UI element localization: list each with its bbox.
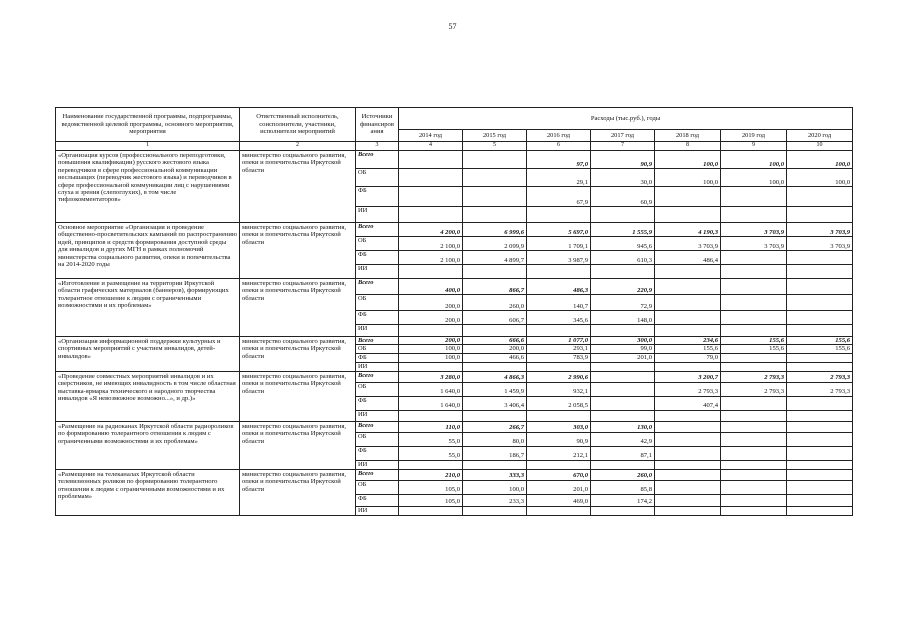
expense-value: 155,6 bbox=[787, 337, 853, 345]
expense-value bbox=[655, 311, 721, 325]
expense-value bbox=[721, 251, 787, 265]
activity-name: «Проведение совместных мероприятий инвалидов и их сверстников, не имеющих инвалидность в том числе областная выставка-ярмарка технического и народного творчества инвалидов «Я невозможное возможно...», и др.)» bbox=[56, 371, 240, 421]
expense-value: 100,0 bbox=[655, 151, 721, 169]
expense-value bbox=[463, 187, 527, 207]
expense-value: 220,9 bbox=[591, 279, 655, 295]
expense-value bbox=[787, 187, 853, 207]
activity-name: «Размещение на телеканалах Иркутской области телевизионных роликов по формированию толерантного отношения к людям с ограниченными возможностями и их проблемам» bbox=[56, 469, 240, 515]
funding-source: ФБ bbox=[356, 494, 399, 506]
expense-value bbox=[591, 362, 655, 371]
expense-value bbox=[591, 207, 655, 223]
expense-value: 6 999,6 bbox=[463, 223, 527, 237]
expense-value: 100,0 bbox=[463, 480, 527, 494]
expense-value: 201,0 bbox=[527, 480, 591, 494]
expense-value bbox=[463, 151, 527, 169]
expense-value: 201,0 bbox=[591, 353, 655, 362]
expense-value bbox=[787, 410, 853, 421]
expense-value bbox=[399, 362, 463, 371]
header-year: 2014 год bbox=[399, 130, 463, 142]
funding-source: ОБ bbox=[356, 345, 399, 353]
table-row bbox=[56, 371, 853, 382]
expense-value: 42,9 bbox=[591, 432, 655, 446]
expense-value: 105,0 bbox=[399, 494, 463, 506]
expense-value bbox=[399, 151, 463, 169]
expense-value: 97,0 bbox=[527, 151, 591, 169]
funding-source: ОБ bbox=[356, 295, 399, 311]
expense-value: 4 200,0 bbox=[399, 223, 463, 237]
expense-value: 1 640,0 bbox=[399, 396, 463, 410]
expense-value: 400,0 bbox=[399, 279, 463, 295]
expense-value bbox=[655, 362, 721, 371]
funding-source: ОБ bbox=[356, 382, 399, 396]
expense-value bbox=[527, 460, 591, 469]
expense-value: 469,0 bbox=[527, 494, 591, 506]
expense-value: 2 793,3 bbox=[655, 382, 721, 396]
expense-value bbox=[591, 396, 655, 410]
expense-value bbox=[787, 353, 853, 362]
column-number: 4 bbox=[399, 142, 463, 151]
expense-value bbox=[655, 446, 721, 460]
expense-value bbox=[787, 494, 853, 506]
expense-value: 100,0 bbox=[787, 169, 853, 187]
expense-value: 3 703,9 bbox=[787, 237, 853, 251]
funding-source: ИИ bbox=[356, 362, 399, 371]
expense-value: 3 703,9 bbox=[787, 223, 853, 237]
expense-value bbox=[591, 265, 655, 279]
table-row bbox=[56, 223, 853, 237]
funding-source: ФБ bbox=[356, 187, 399, 207]
expense-value bbox=[721, 446, 787, 460]
expense-value: 945,6 bbox=[591, 237, 655, 251]
expense-value: 300,0 bbox=[591, 337, 655, 345]
header-year: 2015 год bbox=[463, 130, 527, 142]
expense-value: 783,9 bbox=[527, 353, 591, 362]
expense-value bbox=[591, 460, 655, 469]
expense-value: 100,0 bbox=[399, 345, 463, 353]
header-year: 2019 год bbox=[721, 130, 787, 142]
expense-value bbox=[591, 506, 655, 515]
header-executor: Ответственный исполнитель, соисполнители, участники, исполнители мероприятий bbox=[240, 108, 356, 142]
expense-value: 5 697,0 bbox=[527, 223, 591, 237]
column-number: 5 bbox=[463, 142, 527, 151]
expense-value: 200,0 bbox=[399, 295, 463, 311]
expense-value: 55,0 bbox=[399, 432, 463, 446]
expense-value: 60,9 bbox=[591, 187, 655, 207]
expense-value bbox=[787, 207, 853, 223]
expense-value bbox=[399, 265, 463, 279]
header-year: 2017 год bbox=[591, 130, 655, 142]
expense-value: 266,7 bbox=[463, 421, 527, 432]
expense-value bbox=[787, 480, 853, 494]
table-row bbox=[56, 421, 853, 432]
expense-value: 234,6 bbox=[655, 337, 721, 345]
activity-executor: министерство социального развития, опеки и попечительства Иркутской области bbox=[240, 371, 356, 421]
expense-value bbox=[787, 506, 853, 515]
header-name: Наименование государственной программы, подпрограммы, ведомственной целевой программы, основного мероприятия, мероприятия bbox=[56, 108, 240, 142]
funding-source: ОБ bbox=[356, 169, 399, 187]
expense-value bbox=[527, 207, 591, 223]
expense-value bbox=[399, 207, 463, 223]
funding-source: Всего bbox=[356, 279, 399, 295]
expense-value bbox=[527, 265, 591, 279]
expense-value: 87,1 bbox=[591, 446, 655, 460]
expense-value: 200,0 bbox=[399, 337, 463, 345]
expense-value bbox=[721, 506, 787, 515]
funding-source: ФБ bbox=[356, 353, 399, 362]
expense-value: 3 200,7 bbox=[655, 371, 721, 382]
expense-value: 1 459,9 bbox=[463, 382, 527, 396]
expense-value bbox=[721, 460, 787, 469]
funding-source: ФБ bbox=[356, 251, 399, 265]
expense-value: 79,0 bbox=[655, 353, 721, 362]
expense-value bbox=[463, 506, 527, 515]
expense-value bbox=[721, 362, 787, 371]
expense-value bbox=[655, 469, 721, 480]
expense-value bbox=[527, 410, 591, 421]
expense-value bbox=[591, 382, 655, 396]
table-row bbox=[56, 151, 853, 169]
expense-value bbox=[721, 187, 787, 207]
expense-value: 3 987,9 bbox=[527, 251, 591, 265]
activity-name: «Изготовление и размещение на территории Иркутской области графических материалов (баннеров), формирующих толерантное отношение к людям с ограниченными возможностями и их проблемам» bbox=[56, 279, 240, 337]
expense-value: 2 793,3 bbox=[721, 371, 787, 382]
expense-value bbox=[527, 325, 591, 337]
expense-value bbox=[787, 295, 853, 311]
funding-source: ФБ bbox=[356, 311, 399, 325]
expense-value bbox=[721, 207, 787, 223]
expense-value: 345,6 bbox=[527, 311, 591, 325]
expense-value bbox=[721, 353, 787, 362]
expense-value: 670,0 bbox=[527, 469, 591, 480]
expense-value: 932,1 bbox=[527, 382, 591, 396]
expense-value: 486,4 bbox=[655, 251, 721, 265]
expense-value: 2 100,0 bbox=[399, 251, 463, 265]
funding-source: ИИ bbox=[356, 325, 399, 337]
expense-value bbox=[655, 494, 721, 506]
expense-value: 486,3 bbox=[527, 279, 591, 295]
expense-value: 233,3 bbox=[463, 494, 527, 506]
expense-value bbox=[721, 432, 787, 446]
expense-value: 466,6 bbox=[463, 353, 527, 362]
funding-source: ОБ bbox=[356, 432, 399, 446]
funding-source: ИИ bbox=[356, 207, 399, 223]
expense-value bbox=[463, 410, 527, 421]
expense-value: 2 058,5 bbox=[527, 396, 591, 410]
expense-value bbox=[721, 325, 787, 337]
expense-value: 4 899,7 bbox=[463, 251, 527, 265]
expense-value: 155,6 bbox=[721, 337, 787, 345]
expense-value: 130,0 bbox=[591, 421, 655, 432]
expense-value: 3 406,4 bbox=[463, 396, 527, 410]
expense-value: 80,0 bbox=[463, 432, 527, 446]
expense-value bbox=[655, 410, 721, 421]
funding-source: Всего bbox=[356, 223, 399, 237]
funding-source: ИИ bbox=[356, 265, 399, 279]
expense-value: 1 077,0 bbox=[527, 337, 591, 345]
expense-value bbox=[591, 325, 655, 337]
expense-value bbox=[787, 362, 853, 371]
expense-value bbox=[721, 396, 787, 410]
expense-value bbox=[787, 446, 853, 460]
expense-value bbox=[655, 460, 721, 469]
expense-value bbox=[787, 460, 853, 469]
expense-value bbox=[655, 265, 721, 279]
activity-name: Основное мероприятие «Организация и проведение общественно-просветительских кампаний по распространению идей, принципов и средств формирования доступной среды для инвалидов и других МГН в рамках полномочий министерства социального развития, опеки и попечительства на 2014-2020 годы bbox=[56, 223, 240, 279]
expense-value bbox=[721, 421, 787, 432]
column-number: 2 bbox=[240, 142, 356, 151]
funding-source: Всего bbox=[356, 371, 399, 382]
expense-value: 1 555,9 bbox=[591, 223, 655, 237]
funding-source: ФБ bbox=[356, 396, 399, 410]
header-source: Источники финансиров ания bbox=[356, 108, 399, 142]
activity-executor: министерство социального развития, опеки и попечительства Иркутской области bbox=[240, 469, 356, 515]
funding-source: ФБ bbox=[356, 446, 399, 460]
expense-value: 100,0 bbox=[787, 151, 853, 169]
expense-value: 2 990,6 bbox=[527, 371, 591, 382]
expense-value: 212,1 bbox=[527, 446, 591, 460]
expense-value bbox=[721, 469, 787, 480]
expense-value bbox=[787, 265, 853, 279]
expense-value: 100,0 bbox=[655, 169, 721, 187]
table-row bbox=[56, 337, 853, 345]
expense-value bbox=[655, 207, 721, 223]
expense-value bbox=[655, 480, 721, 494]
expenses-table bbox=[55, 107, 853, 516]
expense-value: 72,9 bbox=[591, 295, 655, 311]
activity-executor: министерство социального развития, опеки и попечительства Иркутской области bbox=[240, 151, 356, 223]
funding-source: ИИ bbox=[356, 506, 399, 515]
expense-value: 1 640,0 bbox=[399, 382, 463, 396]
expense-value bbox=[721, 410, 787, 421]
expense-value: 4 190,3 bbox=[655, 223, 721, 237]
expense-value bbox=[787, 421, 853, 432]
expense-value: 148,0 bbox=[591, 311, 655, 325]
expense-value bbox=[787, 279, 853, 295]
expense-value bbox=[463, 207, 527, 223]
expense-value bbox=[787, 311, 853, 325]
expense-value bbox=[527, 362, 591, 371]
expense-value bbox=[721, 494, 787, 506]
expense-value: 105,0 bbox=[399, 480, 463, 494]
expense-value bbox=[655, 421, 721, 432]
column-number: 1 bbox=[56, 142, 240, 151]
expense-value: 155,6 bbox=[721, 345, 787, 353]
expense-value bbox=[399, 410, 463, 421]
column-number: 10 bbox=[787, 142, 853, 151]
expense-value bbox=[721, 265, 787, 279]
table-row bbox=[56, 279, 853, 295]
expense-value: 99,0 bbox=[591, 345, 655, 353]
funding-source: Всего bbox=[356, 151, 399, 169]
expense-value bbox=[655, 325, 721, 337]
header-year: 2016 год bbox=[527, 130, 591, 142]
expense-value: 3 703,9 bbox=[721, 237, 787, 251]
expense-value: 90,9 bbox=[591, 151, 655, 169]
expense-value: 110,0 bbox=[399, 421, 463, 432]
expense-value: 210,0 bbox=[399, 469, 463, 480]
funding-source: ОБ bbox=[356, 480, 399, 494]
expense-value bbox=[399, 506, 463, 515]
header-year: 2020 год bbox=[787, 130, 853, 142]
expense-value: 55,0 bbox=[399, 446, 463, 460]
expense-value bbox=[787, 325, 853, 337]
expense-value bbox=[527, 506, 591, 515]
expense-value: 2 099,9 bbox=[463, 237, 527, 251]
expense-value bbox=[787, 432, 853, 446]
expense-value bbox=[399, 325, 463, 337]
activity-executor: министерство социального развития, опеки и попечительства Иркутской области bbox=[240, 279, 356, 337]
expense-value: 100,0 bbox=[721, 169, 787, 187]
expense-value bbox=[463, 325, 527, 337]
expense-value: 260,0 bbox=[463, 295, 527, 311]
expense-value: 3 280,0 bbox=[399, 371, 463, 382]
activity-executor: министерство социального развития, опеки и попечительства Иркутской области bbox=[240, 223, 356, 279]
expense-value: 260,0 bbox=[591, 469, 655, 480]
expense-value: 1 709,1 bbox=[527, 237, 591, 251]
expense-value bbox=[399, 187, 463, 207]
column-number: 7 bbox=[591, 142, 655, 151]
activity-executor: министерство социального развития, опеки и попечительства Иркутской области bbox=[240, 421, 356, 469]
activity-name: «Организация курсов (профессионального переподготовки, повышения квалификации) русского жестового языка переводчиков в сфере профессиональной коммуникации неслышащих (переводчик жестового языка) и переводчиков в сфере профессиональной коммуникации лиц с нарушениями слуха и зрения (слепоглухих), в том числе тифлокомментаторов» bbox=[56, 151, 240, 223]
expense-value: 67,9 bbox=[527, 187, 591, 207]
expense-value bbox=[591, 410, 655, 421]
funding-source: Всего bbox=[356, 469, 399, 480]
expense-value: 333,3 bbox=[463, 469, 527, 480]
funding-source: Всего bbox=[356, 337, 399, 345]
expense-value: 666,6 bbox=[463, 337, 527, 345]
expense-value: 4 866,3 bbox=[463, 371, 527, 382]
expense-value: 200,0 bbox=[399, 311, 463, 325]
expense-value: 100,0 bbox=[721, 151, 787, 169]
expense-value: 100,0 bbox=[399, 353, 463, 362]
expense-value: 3 703,9 bbox=[721, 223, 787, 237]
expense-value bbox=[655, 432, 721, 446]
funding-source: ИИ bbox=[356, 410, 399, 421]
expense-value bbox=[463, 169, 527, 187]
column-number: 8 bbox=[655, 142, 721, 151]
expense-value: 407,4 bbox=[655, 396, 721, 410]
expense-value: 303,0 bbox=[527, 421, 591, 432]
expense-value bbox=[463, 460, 527, 469]
expense-value bbox=[399, 169, 463, 187]
table-row bbox=[56, 469, 853, 480]
expense-value: 866,7 bbox=[463, 279, 527, 295]
funding-source: ОБ bbox=[356, 237, 399, 251]
expense-value: 610,3 bbox=[591, 251, 655, 265]
expense-value: 200,0 bbox=[463, 345, 527, 353]
activity-name: «Размещение на радиоканах Иркутской области радиороликов по формированию толерантного отношения к людям с ограниченными возможностями и их проблемам» bbox=[56, 421, 240, 469]
expense-value: 186,7 bbox=[463, 446, 527, 460]
activity-executor: министерство социального развития, опеки и попечительства Иркутской области bbox=[240, 337, 356, 372]
header-expenses: Расходы (тыс.руб.), годы bbox=[399, 108, 853, 130]
expense-value bbox=[787, 251, 853, 265]
column-number: 6 bbox=[527, 142, 591, 151]
expense-value bbox=[399, 460, 463, 469]
expense-value bbox=[787, 396, 853, 410]
expense-value: 155,6 bbox=[655, 345, 721, 353]
expense-value bbox=[787, 469, 853, 480]
expense-value: 2 793,3 bbox=[787, 371, 853, 382]
expense-value: 30,0 bbox=[591, 169, 655, 187]
expense-value bbox=[721, 311, 787, 325]
expense-value bbox=[463, 362, 527, 371]
page-number: 57 bbox=[448, 22, 457, 31]
expense-value bbox=[721, 295, 787, 311]
funding-source: Всего bbox=[356, 421, 399, 432]
expense-value bbox=[655, 506, 721, 515]
expense-value: 3 703,9 bbox=[655, 237, 721, 251]
header-year: 2018 год bbox=[655, 130, 721, 142]
expense-value: 2 793,3 bbox=[721, 382, 787, 396]
expense-value bbox=[591, 371, 655, 382]
expense-value: 155,6 bbox=[787, 345, 853, 353]
expense-value bbox=[721, 480, 787, 494]
column-number: 9 bbox=[721, 142, 787, 151]
expense-value bbox=[655, 187, 721, 207]
column-number: 3 bbox=[356, 142, 399, 151]
expense-value: 293,1 bbox=[527, 345, 591, 353]
expense-value: 85,8 bbox=[591, 480, 655, 494]
expense-value: 2 793,3 bbox=[787, 382, 853, 396]
funding-source: ИИ bbox=[356, 460, 399, 469]
expense-value: 140,7 bbox=[527, 295, 591, 311]
expense-value: 174,2 bbox=[591, 494, 655, 506]
expense-value bbox=[463, 265, 527, 279]
expense-value: 29,1 bbox=[527, 169, 591, 187]
expense-value bbox=[655, 295, 721, 311]
expense-value: 90,9 bbox=[527, 432, 591, 446]
expense-value bbox=[655, 279, 721, 295]
expense-value bbox=[721, 279, 787, 295]
expense-value: 606,7 bbox=[463, 311, 527, 325]
activity-name: «Организация информационной поддержки культурных и спортивных мероприятий с участием инвалидов, детей-инвалидов» bbox=[56, 337, 240, 372]
expense-value: 2 100,0 bbox=[399, 237, 463, 251]
